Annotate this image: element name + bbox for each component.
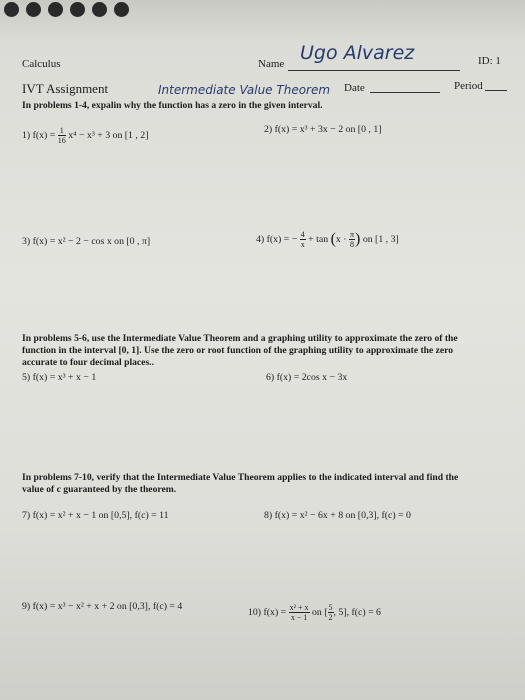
period-label: Period [454, 80, 483, 92]
problem-6: 6) f(x) = 2cos x − 3x [266, 372, 348, 383]
name-line [288, 70, 460, 71]
course-title: Calculus [22, 58, 61, 70]
problem-2: 2) f(x) = x³ + 3x − 2 on [0 , 1] [264, 124, 382, 135]
assignment-note: Intermediate Value Theorem [158, 83, 331, 97]
section-3-instructions: In problems 7-10, verify that the Intermediate Value Theorem applies to the indicated interval and find the value of c guaranteed by the theorem. [22, 472, 459, 495]
problem-7: 7) f(x) = x² + x − 1 on [0,5], f(c) = 11 [22, 510, 169, 521]
student-name: Ugo Alvarez [300, 42, 415, 64]
period-line [485, 90, 507, 91]
problem-9: 9) f(x) = x³ − x² + x + 2 on [0,3], f(c) = 4 [22, 601, 183, 612]
assignment-title: IVT Assignment [22, 81, 109, 96]
section-1-instructions: In problems 1-4, expalin why the function has a zero in the given interval. [22, 100, 323, 111]
binder-holes [0, 0, 140, 30]
problem-1: 1) f(x) = $\frac{1}{16}$ x⁴ − x³ + 3 on [1 , 2] [22, 126, 149, 145]
date-label: Date [344, 82, 365, 94]
id-label: ID: 1 [478, 55, 501, 67]
problem-8: 8) f(x) = x² − 6x + 8 on [0,3], f(c) = 0 [264, 510, 411, 521]
date-line [370, 92, 440, 93]
section-2-instructions: In problems 5-6, use the Intermediate Value Theorem and a graphing utility to approximate the zero of the function in the interval [0, 1]. Use the zero or root function of the graphing utility to approximate the zero accurate to four decimal places.. [22, 333, 458, 368]
name-label: Name [258, 58, 285, 70]
problem-5: 5) f(x) = x³ + x − 1 [22, 372, 97, 383]
problem-3: 3) f(x) = x² − 2 − cos x on [0 , π] [22, 236, 151, 247]
problem-4: 4) f(x) = − $\frac{4}{x}$ + tan (x · $\frac{\pi}{8}$ ) on [1 , 3] [256, 230, 399, 249]
problem-10: 10) f(x) = $\frac{\text{x² + x}}{x - 1}$ on [ $\frac{5}{2}$ , 5], f(c) = 6 [248, 603, 381, 622]
